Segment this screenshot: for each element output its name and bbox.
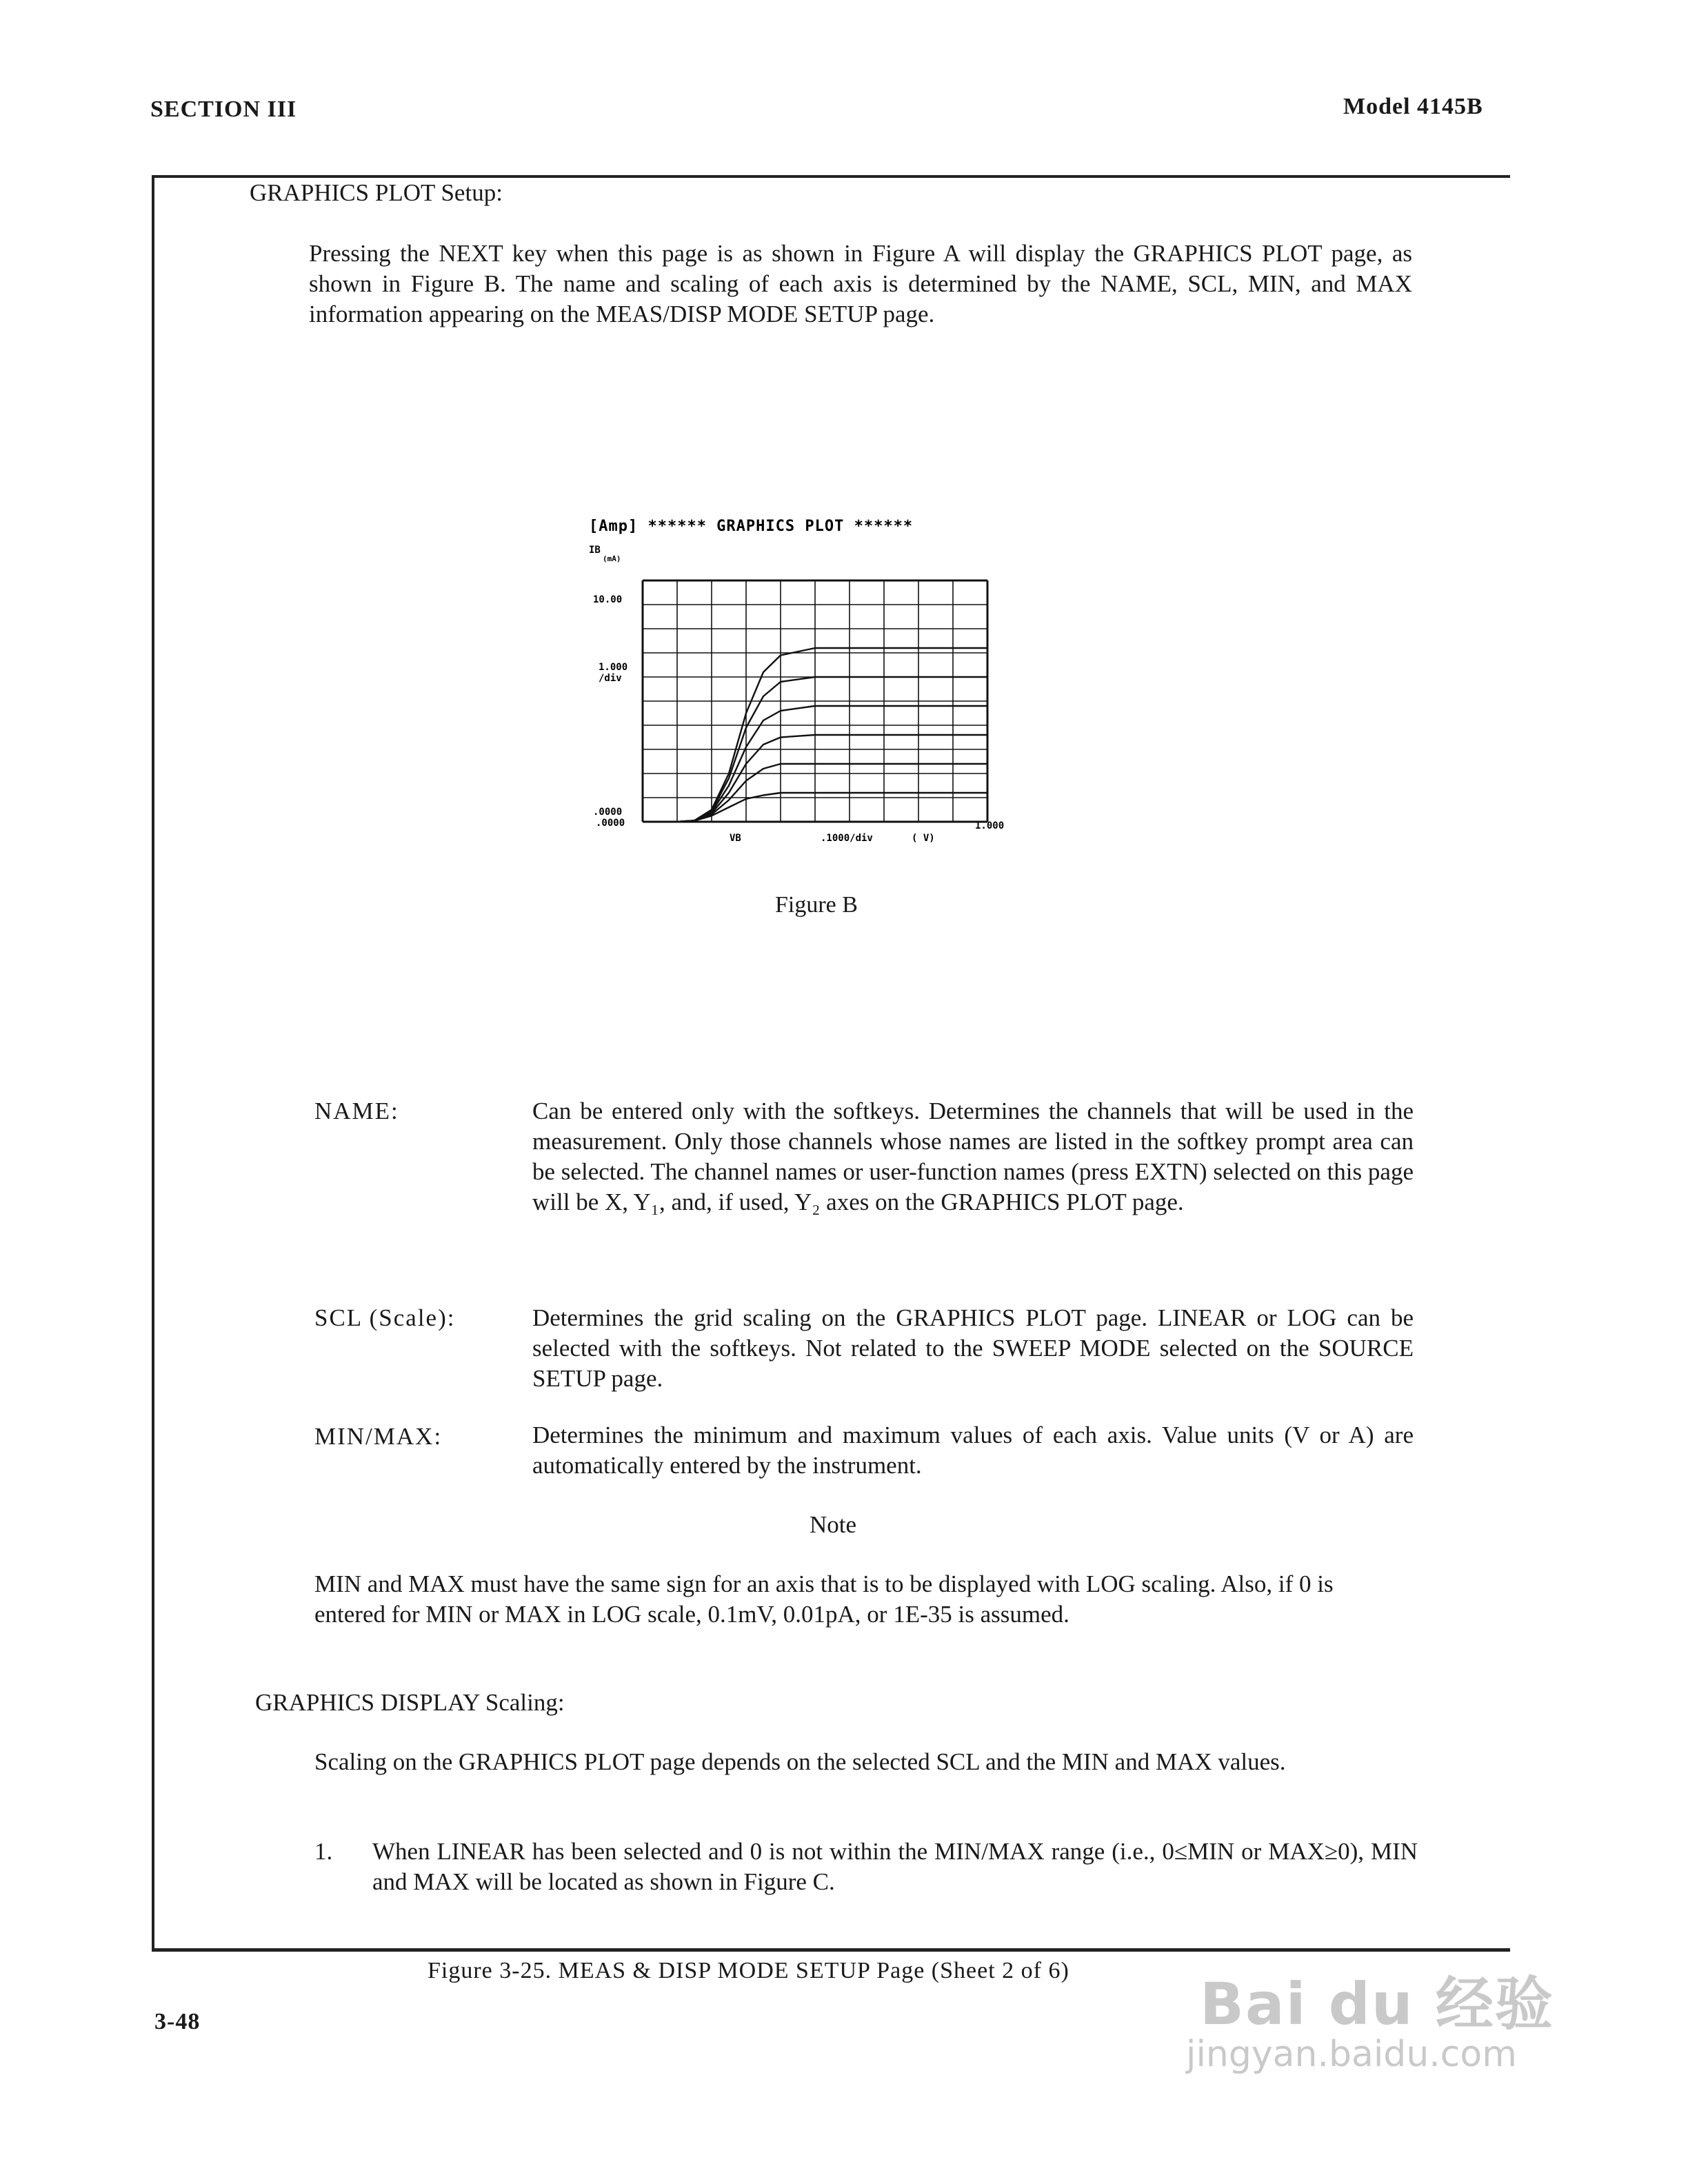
figure-b-caption: Figure B [775,892,858,918]
y-scale-label: 1.000 [599,662,628,673]
x-min-label: .0000 [596,818,625,829]
watermark-url: jingyan.baidu.com [1186,2034,1517,2075]
definition-text-minmax: Determines the minimum and maximum values of each axis. Value units (V or A) are automatically entered by the instrument. [532,1422,1414,1479]
frame-top-rule [152,175,1510,178]
watermark-brand: Bai du 经验 [1200,1970,1554,2038]
model-header: Model 4145B [1343,94,1483,119]
y-min-label: .0000 [593,807,623,818]
section-header: SECTION III [150,97,297,122]
x-max-label: 1.000 [975,820,1005,831]
graphics-plot-chart [579,510,1034,855]
plot-grid [643,580,987,822]
frame-bottom-rule [152,1948,1510,1952]
graphics-display-scaling-heading: GRAPHICS DISPLAY Scaling: [255,1689,565,1716]
list-item-number: 1. [314,1838,333,1865]
definition-text-scale: Determines the grid scaling on the GRAPHICS PLOT page. LINEAR or LOG can be selected with the softkeys. Not related to the SWEEP MODE selected on the SOURCE SETUP page. [532,1304,1414,1392]
graphics-plot-setup-heading: GRAPHICS PLOT Setup: [250,179,503,206]
graphics-display-scaling-paragraph: Scaling on the GRAPHICS PLOT page depends on the selected SCL and the MIN and MAX values. [314,1748,1286,1775]
definition-term-name: NAME: [314,1098,399,1124]
definition-term-scale: SCL (Scale): [314,1304,456,1331]
list-item-text: When LINEAR has been selected and 0 is not within the MIN/MAX range (i.e., 0≤MIN or MAX≥0), MIN and MAX will be located as shown in Figure C. [372,1838,1418,1895]
y-max-label: 10.00 [593,594,623,605]
x-axis-name: VB [730,833,741,844]
definition-text-name: Can be entered only with the softkeys. Determines the channels that will be used in the measurement. Only those channels whose names are listed in the softkey prompt area can be selected. The channel names or user-function names (press EXTN) selected on this page will be X, Y₁, and, if used, Y₂ axes on the GRAPHICS PLOT page. [532,1098,1414,1215]
note-text: MIN and MAX must have the same sign for an axis that is to be displayed with LOG scaling. Also, if 0 is entered for MIN or MAX in LOG scale, 0.1mV, 0.01pA, or 1E-35 is assumed. [314,1570,1334,1628]
graphics-plot-setup-paragraph: Pressing the NEXT key when this page is as shown in Figure A will display the GRAPHICS PLOT page, as shown in Figure B. The name and scaling of each axis is determined by the NAME, SCL, MIN, and MAX information appearing on the MEAS/DISP MODE SETUP page. [309,240,1412,327]
y-scale-unit-label: /div [599,673,622,684]
y-axis-unit: (mA) [603,554,621,563]
x-unit-label: ( V) [912,833,935,844]
page-number: 3-48 [154,2009,201,2034]
plot-title: [Amp] ****** GRAPHICS PLOT ****** [589,518,914,535]
note-label: Note [810,1511,857,1538]
frame-left-rule [152,175,154,1951]
figure-caption: Figure 3-25. MEAS & DISP MODE SETUP Page (Sheet 2 of 6) [428,1958,1069,1983]
x-scale-label: .1000/div [821,833,873,844]
figure-b-plot [579,510,1034,855]
definition-term-minmax: MIN/MAX: [314,1423,443,1450]
y-axis-name: IB [589,545,601,556]
